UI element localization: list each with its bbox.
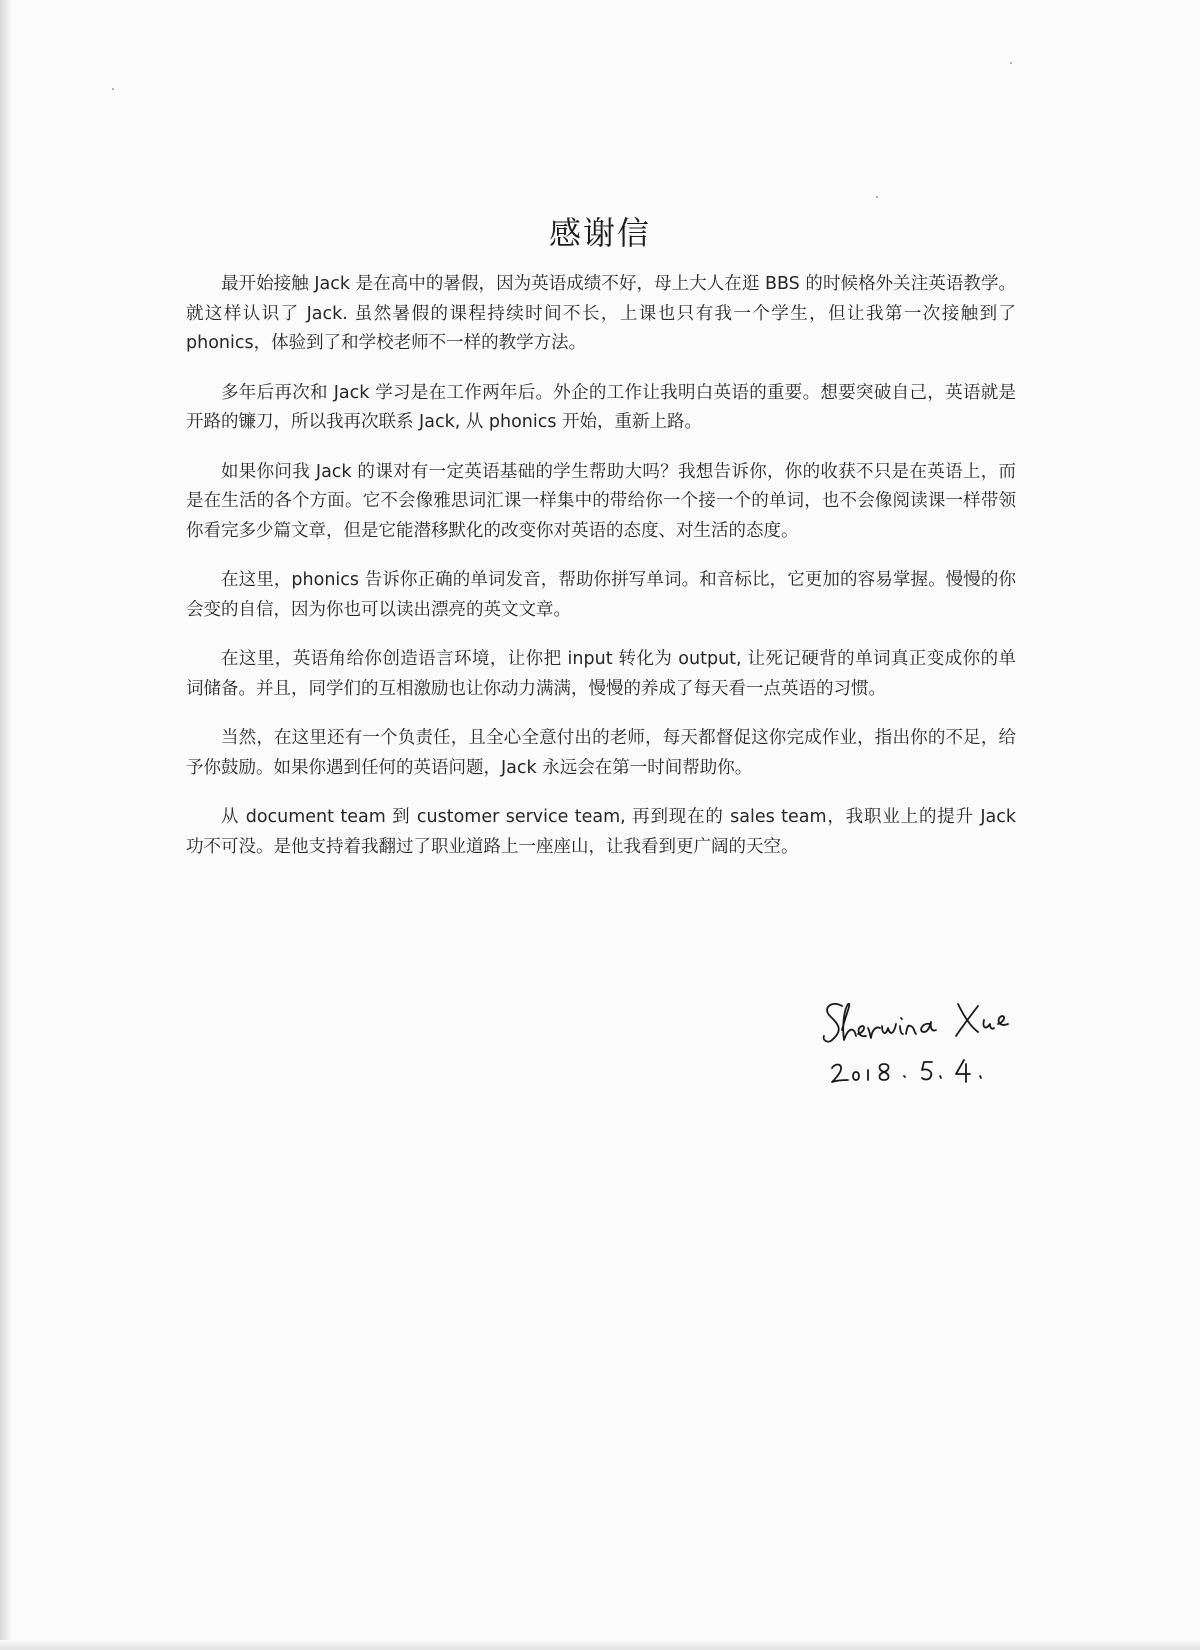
letter-title: 感谢信 (548, 214, 651, 252)
handwritten-signature (818, 992, 1028, 1102)
letter-paragraph: 如果你问我 Jack 的课对有一定英语基础的学生帮助大吗？我想告诉你，你的收获不只是在英语上，而是在生活的各个方面。它不会像雅思词汇课一样集中的带给你一个接一个的单词，也不会像阅读课一样带领你看完多少篇文章，但是它能潜移默化的改变你对英语的态度、对生活的态度。 (186, 461, 1016, 541)
scan-edge-bottom (0, 1640, 1200, 1650)
scan-speck (112, 88, 114, 90)
letter-paragraph: 多年后再次和 Jack 学习是在工作两年后。外企的工作让我明白英语的重要。想要突破自己，英语就是开路的镰刀，所以我再次联系 Jack, 从 phonics 开始，重新上路。 (186, 382, 1016, 432)
letter-paragraph: 在这里，phonics 告诉你正确的单词发音，帮助你拼写单词。和音标比，它更加的容易掌握。慢慢的你会变的自信，因为你也可以读出漂亮的英文文章。 (186, 570, 1016, 620)
signature-drawing (818, 992, 1028, 1102)
letter-paragraph: 从 document team 到 customer service team, 再到现在的 sales team，我职业上的提升 Jack 功不可没。是他支持着我翻过了职业道路上一座座山，让我看到更广阔的天空。 (186, 807, 1016, 857)
scan-speck (876, 196, 878, 198)
scan-speck (1010, 62, 1012, 64)
letter-paragraph: 最开始接触 Jack 是在高中的暑假，因为英语成绩不好，母上大人在逛 BBS 的时候格外关注英语教学。就这样认识了 Jack. 虽然暑假的课程持续时间不长，上课也只有我一个学生，但让我第一次接触到了 phonics，体验到了和学校老师不一样的教学方法。 (186, 274, 1016, 353)
letter-paragraph: 当然，在这里还有一个负责任，且全心全意付出的老师，每天都督促这你完成作业，指出你的不足，给予你鼓励。如果你遇到任何的英语问题，Jack 永远会在第一时间帮助你。 (186, 728, 1016, 778)
letter-paragraph: 在这里，英语角给你创造语言环境，让你把 input 转化为 output, 让死记硬背的单词真正变成你的单词储备。并且，同学们的互相激励也让你动力满满，慢慢的养成了每天看一点英语的习惯。 (186, 649, 1016, 699)
letter-body (186, 270, 1016, 882)
